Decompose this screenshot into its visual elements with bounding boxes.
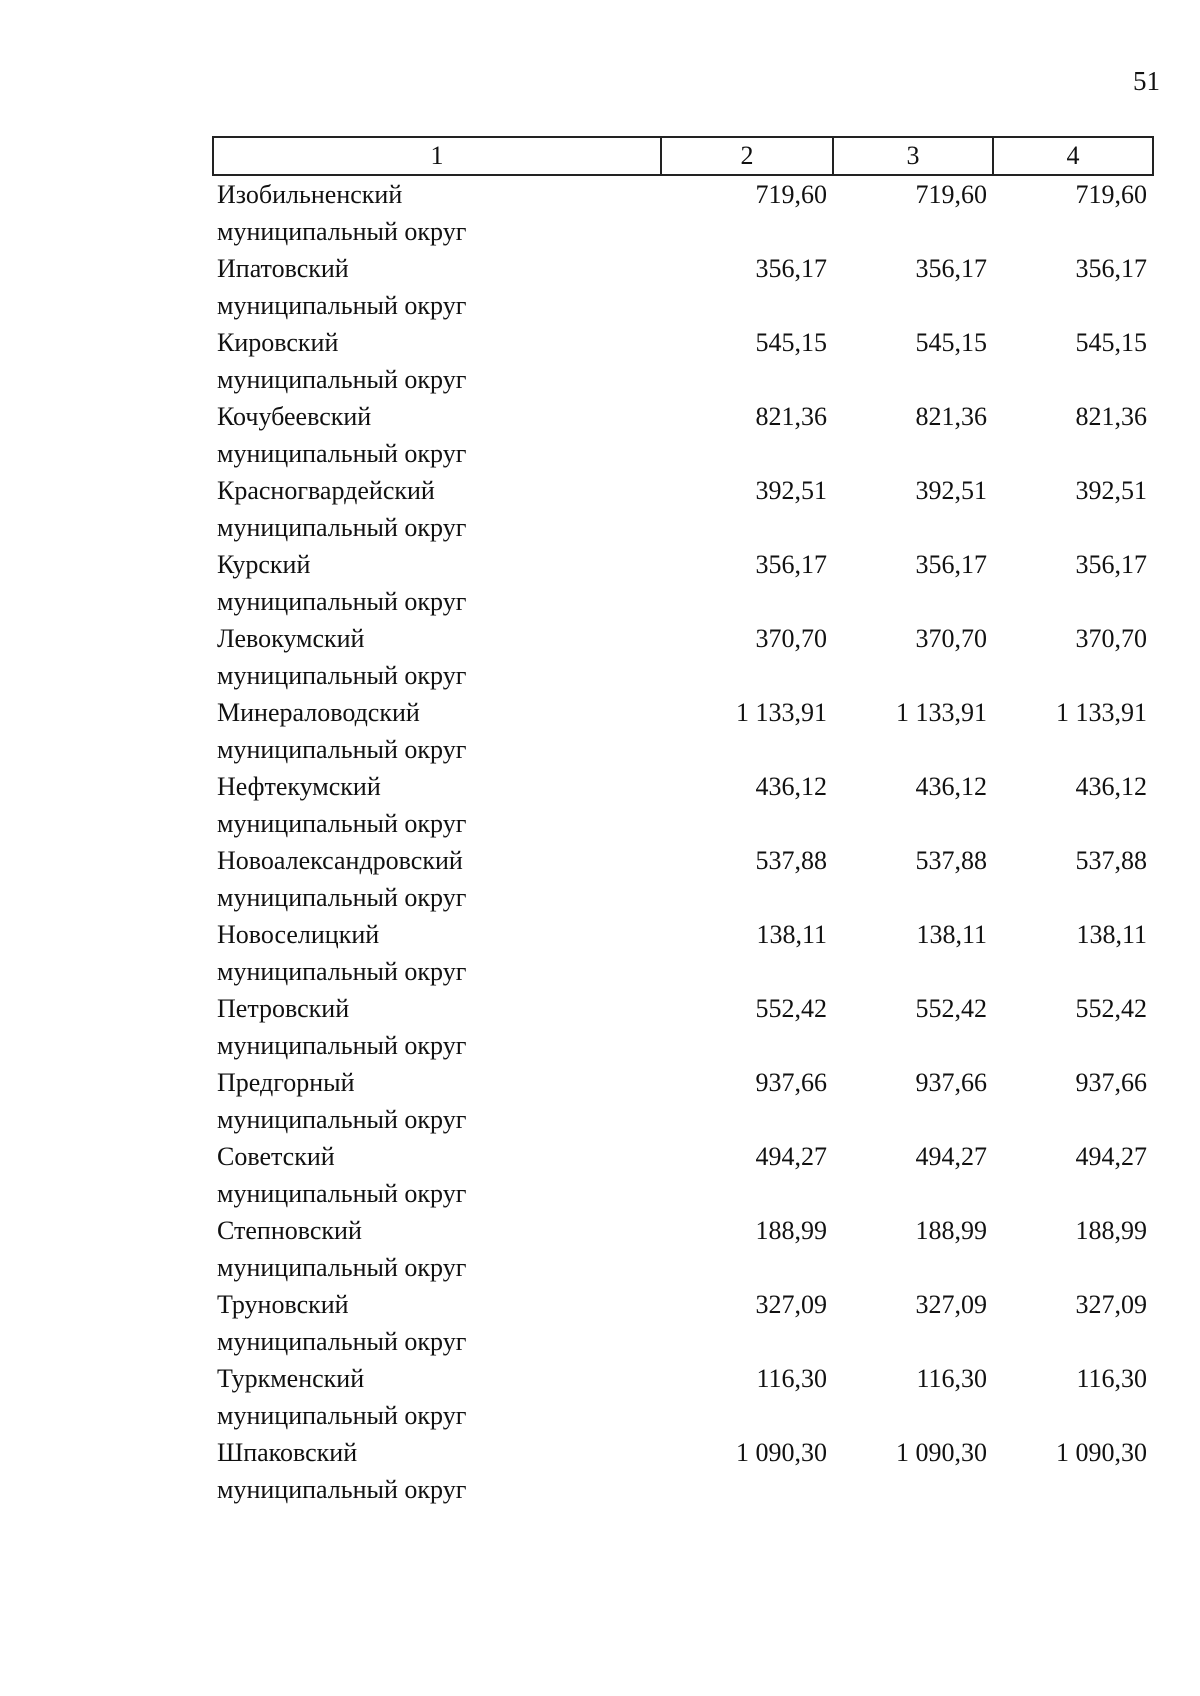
value-cell-col-2: 494,27: [755, 1142, 827, 1171]
value-cell-col-3: 537,88: [915, 846, 987, 875]
district-type: муниципальный округ: [217, 809, 467, 838]
district-type: муниципальный округ: [217, 291, 467, 320]
value-cell-col-2: 116,30: [756, 1364, 827, 1393]
value-cell-col-2: 719,60: [755, 180, 827, 209]
table-row: [213, 620, 1153, 694]
value-cell-col-4: 116,30: [1076, 1364, 1147, 1393]
district-name: Красногвардейский: [217, 476, 435, 505]
district-name: Петровский: [217, 994, 350, 1023]
district-type: муниципальный округ: [217, 1105, 467, 1134]
district-type: муниципальный округ: [217, 513, 467, 542]
value-cell-col-4: 719,60: [1075, 180, 1147, 209]
value-cell-col-2: 436,12: [755, 772, 827, 801]
district-name: Ипатовский: [217, 254, 349, 283]
table-row: [213, 1360, 1153, 1434]
district-cell: [213, 1064, 661, 1138]
header-col-4: 4: [993, 137, 1153, 175]
district-type: муниципальный округ: [217, 365, 467, 394]
table-row: [213, 1286, 1153, 1360]
district-cell: [213, 1434, 661, 1508]
value-cell-col-3: 552,42: [915, 994, 987, 1023]
value-cell-col-4: 138,11: [1076, 920, 1147, 949]
table-row: [213, 1138, 1153, 1212]
district-cell: [213, 398, 661, 472]
value-cell-col-2: 356,17: [755, 550, 827, 579]
value-cell-col-2: 1 133,91: [736, 698, 827, 727]
district-cell: [213, 1138, 661, 1212]
value-cell-col-4: 392,51: [1075, 476, 1147, 505]
value-cell-col-2: 392,51: [755, 476, 827, 505]
value-cell-col-3: 1 133,91: [896, 698, 987, 727]
district-name: Новоалександровский: [217, 846, 463, 875]
value-cell-col-3: 188,99: [915, 1216, 987, 1245]
district-name: Степновский: [217, 1216, 362, 1245]
value-cell-col-2: 138,11: [756, 920, 827, 949]
district-type: муниципальный округ: [217, 661, 467, 690]
district-name: Шпаковский: [217, 1438, 358, 1467]
value-cell-col-4: 370,70: [1075, 624, 1147, 653]
value-cell-col-4: 436,12: [1075, 772, 1147, 801]
value-cell-col-3: 356,17: [915, 254, 987, 283]
district-name: Кочубеевский: [217, 402, 372, 431]
header-col-3: 3: [833, 137, 993, 175]
value-cell-col-3: 392,51: [915, 476, 987, 505]
value-cell-col-3: 1 090,30: [896, 1438, 987, 1467]
value-cell-col-2: 937,66: [755, 1068, 827, 1097]
district-name: Предгорный: [217, 1068, 355, 1097]
district-type: муниципальный округ: [217, 957, 467, 986]
value-cell-col-2: 356,17: [755, 254, 827, 283]
value-cell-col-2: 327,09: [755, 1290, 827, 1319]
page-number: 51: [1133, 66, 1160, 96]
value-cell-col-2: 188,99: [755, 1216, 827, 1245]
value-cell-col-4: 937,66: [1075, 1068, 1147, 1097]
district-type: муниципальный округ: [217, 1179, 467, 1208]
district-type: муниципальный округ: [217, 1253, 467, 1282]
district-name: Кировский: [217, 328, 339, 357]
district-cell: [213, 175, 661, 250]
district-cell: [213, 324, 661, 398]
value-cell-col-3: 370,70: [915, 624, 987, 653]
district-type: муниципальный округ: [217, 587, 467, 616]
district-cell: [213, 1360, 661, 1434]
district-name: Минераловодский: [217, 698, 420, 727]
table-row: [213, 842, 1153, 916]
district-name: Курский: [217, 550, 311, 579]
table-row: [213, 990, 1153, 1064]
district-name: Туркменский: [217, 1364, 365, 1393]
value-cell-col-3: 494,27: [915, 1142, 987, 1171]
value-cell-col-3: 356,17: [915, 550, 987, 579]
value-cell-col-4: 494,27: [1075, 1142, 1147, 1171]
table-row: [213, 768, 1153, 842]
header-col-1: 1: [213, 137, 661, 175]
table-row: [213, 1434, 1153, 1508]
district-type: муниципальный округ: [217, 1401, 467, 1430]
value-cell-col-4: 552,42: [1075, 994, 1147, 1023]
data-table: [212, 136, 1154, 1508]
district-name: Нефтекумский: [217, 772, 381, 801]
district-type: муниципальный округ: [217, 1031, 467, 1060]
district-cell: [213, 250, 661, 324]
table-row: [213, 472, 1153, 546]
district-type: муниципальный округ: [217, 1327, 467, 1356]
value-cell-col-4: 356,17: [1075, 254, 1147, 283]
district-name: Левокумский: [217, 624, 365, 653]
value-cell-col-4: 356,17: [1075, 550, 1147, 579]
district-type: муниципальный округ: [217, 883, 467, 912]
district-cell: [213, 546, 661, 620]
district-cell: [213, 1212, 661, 1286]
district-cell: [213, 472, 661, 546]
value-cell-col-3: 545,15: [915, 328, 987, 357]
value-cell-col-4: 1 133,91: [1056, 698, 1147, 727]
district-name: Советский: [217, 1142, 335, 1171]
header-row: [213, 137, 1153, 175]
district-cell: [213, 1286, 661, 1360]
table-row: [213, 1212, 1153, 1286]
table-header: [213, 137, 1153, 175]
value-cell-col-3: 937,66: [915, 1068, 987, 1097]
value-cell-col-4: 537,88: [1075, 846, 1147, 875]
table-body: [213, 175, 1153, 1508]
value-cell-col-4: 545,15: [1075, 328, 1147, 357]
value-cell-col-2: 545,15: [755, 328, 827, 357]
table-row: [213, 546, 1153, 620]
table-row: [213, 324, 1153, 398]
table-row: [213, 694, 1153, 768]
value-cell-col-4: 188,99: [1075, 1216, 1147, 1245]
header-col-2: 2: [661, 137, 833, 175]
district-name: Новоселицкий: [217, 920, 380, 949]
value-cell-col-3: 821,36: [915, 402, 987, 431]
district-type: муниципальный округ: [217, 439, 467, 468]
district-type: муниципальный округ: [217, 735, 467, 764]
value-cell-col-2: 821,36: [755, 402, 827, 431]
table-row: [213, 175, 1153, 250]
district-cell: [213, 916, 661, 990]
value-cell-col-2: 1 090,30: [736, 1438, 827, 1467]
district-cell: [213, 620, 661, 694]
table-row: [213, 250, 1153, 324]
district-type: муниципальный округ: [217, 217, 467, 246]
district-type: муниципальный округ: [217, 1475, 467, 1504]
value-cell-col-2: 537,88: [755, 846, 827, 875]
district-name: Изобильненский: [217, 180, 403, 209]
district-cell: [213, 768, 661, 842]
value-cell-col-3: 116,30: [916, 1364, 987, 1393]
value-cell-col-3: 327,09: [915, 1290, 987, 1319]
district-cell: [213, 990, 661, 1064]
value-cell-col-3: 138,11: [916, 920, 987, 949]
value-cell-col-2: 552,42: [755, 994, 827, 1023]
value-cell-col-2: 370,70: [755, 624, 827, 653]
value-cell-col-4: 1 090,30: [1056, 1438, 1147, 1467]
value-cell-col-4: 821,36: [1075, 402, 1147, 431]
table-row: [213, 1064, 1153, 1138]
value-cell-col-3: 719,60: [915, 180, 987, 209]
table-row: [213, 398, 1153, 472]
district-name: Труновский: [217, 1290, 349, 1319]
district-cell: [213, 842, 661, 916]
table-row: [213, 916, 1153, 990]
district-cell: [213, 694, 661, 768]
value-cell-col-4: 327,09: [1075, 1290, 1147, 1319]
value-cell-col-3: 436,12: [915, 772, 987, 801]
